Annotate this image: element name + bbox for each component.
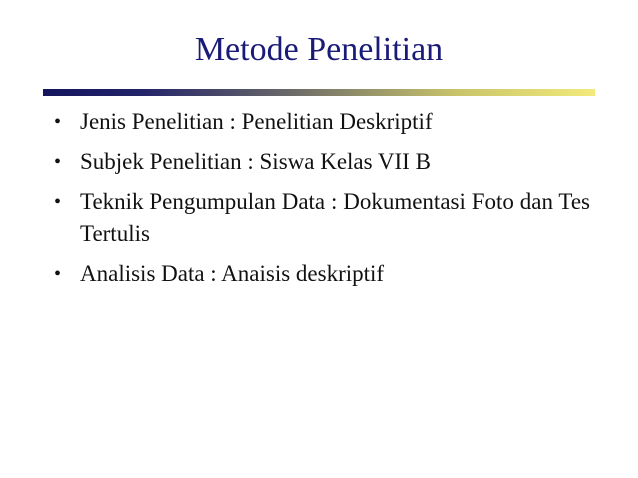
bullet-item (50, 258, 590, 290)
bullet-item (50, 146, 590, 178)
bullet-text: Subjek Penelitian : Siswa Kelas VII B (80, 149, 431, 174)
title-underline-rule (43, 89, 595, 96)
bullet-item (50, 106, 590, 138)
slide-title: Metode Penelitian (194, 31, 444, 68)
bullet-marker: • (54, 191, 62, 213)
bullet-marker: • (54, 151, 62, 173)
bullet-item (50, 186, 590, 250)
bullet-marker: • (54, 111, 62, 133)
bullet-text: Analisis Data : Anaisis deskriptif (80, 261, 385, 286)
bullet-list (50, 106, 590, 298)
bullet-text: Jenis Penelitian : Penelitian Deskriptif (80, 109, 433, 134)
bullet-text: Teknik Pengumpulan Data : Dokumentasi Foto dan Tes Tertulis (80, 189, 590, 246)
bullet-marker: • (54, 263, 62, 285)
